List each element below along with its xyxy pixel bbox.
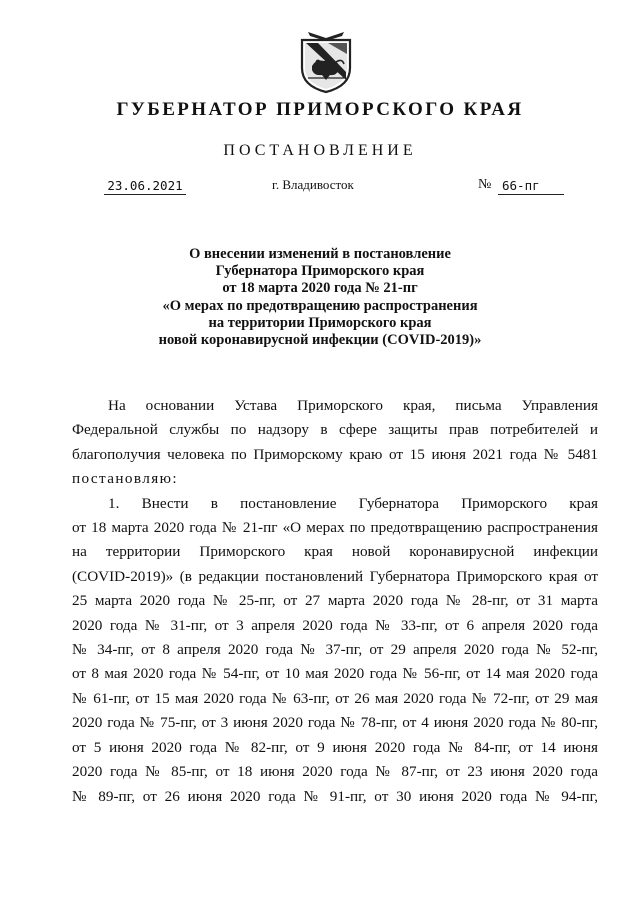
item-line: № 89-пг, от 26 июня 2020 года № 91-пг, от 30 июня 2020 года № 94-пг, <box>72 787 598 805</box>
subject-line: Губернатора Приморского края <box>215 263 425 280</box>
document-number: 66-пг <box>498 178 564 195</box>
item-line: 2020 года № 75-пг, от 3 июня 2020 года № 78-пг, от 4 июня 2020 года № 80-пг, <box>72 714 598 732</box>
preamble-line: На основании Устава Приморского края, письма Управления <box>108 397 598 414</box>
item-line: от 8 мая 2020 года № 54-пг, от 10 мая 2020 года № 56-пг, от 14 мая 2020 года <box>72 665 598 683</box>
item-line: 1. Внести в постановление Губернатора Приморского края <box>108 494 598 512</box>
subject-line: на территории Приморского края <box>208 314 432 331</box>
item-line: № 61-пг, от 15 мая 2020 года № 63-пг, от 26 мая 2020 года № 72-пг, от 29 мая <box>72 689 598 707</box>
number-sign: № <box>478 177 492 192</box>
item-line: № 34-пг, от 8 апреля 2020 года № 37-пг, от 29 апреля 2020 года № 52-пг, <box>72 641 598 659</box>
document-subject <box>0 246 640 349</box>
item-line: 25 марта 2020 года № 25-пг, от 27 марта 2020 года № 28-пг, от 31 марта <box>72 592 598 610</box>
item-line: от 5 июня 2020 года № 82-пг, от 9 июня 2020 года № 84-пг, от 14 июня <box>72 738 598 756</box>
item-line: (COVID-2019)» (в редакции постановлений Губернатора Приморского края от <box>72 567 598 585</box>
document-body <box>72 394 598 809</box>
subject-line: новой коронавирусной инфекции (COVID-2019)» <box>158 332 482 349</box>
item-line: от 18 марта 2020 года № 21-пг «О мерах по предотвращению распространения <box>72 519 598 537</box>
authority-title: ГУБЕРНАТОР ПРИМОРСКОГО КРАЯ <box>116 99 524 120</box>
subject-line: О внесении изменений в постановление <box>189 246 451 262</box>
item-line: на территории Приморского края новой коронавирусной инфекции <box>72 543 598 561</box>
subject-line: «О мерах по предотвращению распространения <box>162 297 478 314</box>
item-line: 2020 года № 85-пг, от 18 июня 2020 года № 87-пг, от 23 июня 2020 года <box>72 763 598 781</box>
resolution-word: постановляю: <box>72 470 179 488</box>
subject-line: от 18 марта 2020 года № 21-пг <box>222 280 418 297</box>
preamble-line: Федеральной службы по надзору в сфере защиты прав потребителей и <box>72 421 598 439</box>
document-date: 23.06.2021 <box>104 178 186 195</box>
item-line: 2020 года № 31-пг, от 3 апреля 2020 года № 33-пг, от 6 апреля 2020 года <box>72 616 598 634</box>
preamble-line: благополучия человека по Приморскому краю от 15 июня 2021 года № 5481 <box>72 445 598 463</box>
coat-of-arms-emblem <box>298 28 354 94</box>
document-city: г. Владивосток <box>272 177 354 192</box>
document-type: ПОСТАНОВЛЕНИЕ <box>223 142 417 159</box>
